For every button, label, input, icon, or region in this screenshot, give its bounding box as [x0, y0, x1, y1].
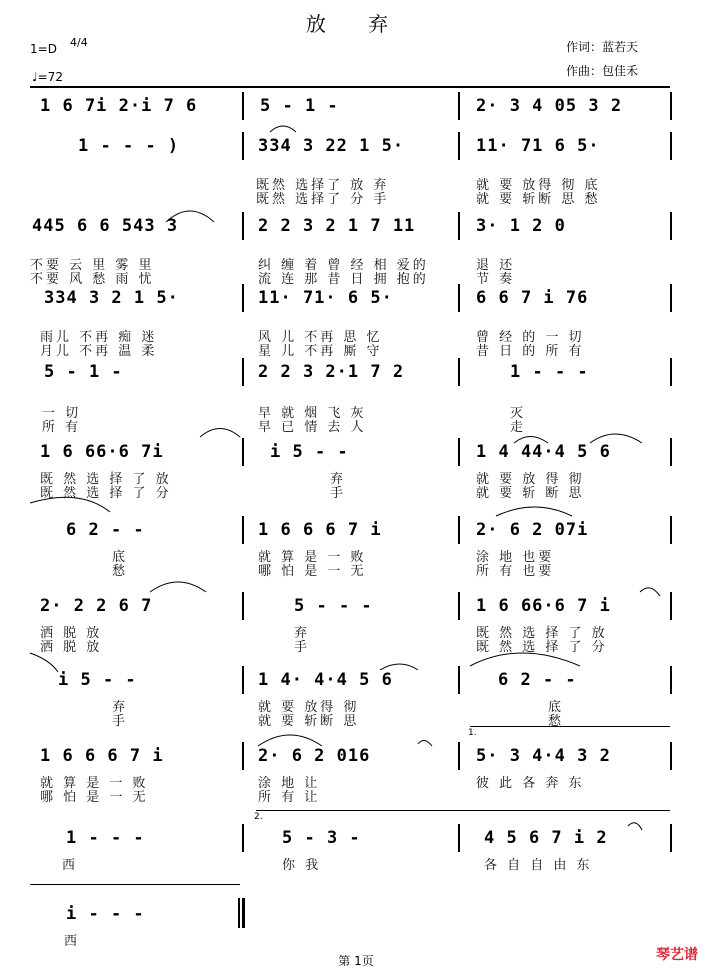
lyric-line-2: 既 然 选 择 了 分 [40, 486, 172, 501]
lyric-line-2: 就 要 斩 断 思 [476, 486, 585, 501]
measure-notes: 1 6 66·6 7i [40, 442, 164, 462]
bar-line [670, 284, 672, 312]
measure-notes: 5 - 1 - [260, 96, 339, 116]
lyric-line-1: 底 [548, 700, 565, 715]
lyric-line-2: 流 连 那 昔 日 拥 抱的 [258, 272, 429, 287]
lyric-line-1: 弃 [112, 700, 129, 715]
measure-notes: 334 3 22 1 5· [258, 136, 405, 156]
final-bar-line [242, 898, 245, 928]
lyric-line-2: 洒 脱 放 [40, 640, 103, 655]
slur [628, 823, 642, 830]
lyric-line-1: 曾 经 的 一 切 [476, 330, 585, 345]
lyric-line-2: 所 有 也要 [476, 564, 555, 579]
bar-line [458, 212, 460, 240]
measure-notes: 2· 6 2 07i [476, 520, 589, 540]
lyric-line-2: 愁 [548, 714, 565, 729]
measure-notes: 1 6 6 6 7 i [40, 746, 164, 766]
lyric-line-1: 各 自 自 由 东 [484, 858, 593, 873]
lyric-line-2: 走 [510, 420, 527, 435]
bar-line [458, 132, 460, 160]
lyric-line-2: 哪 怕 是 一 无 [258, 564, 367, 579]
bar-line [670, 592, 672, 620]
lyric-line-1: 灭 [510, 406, 527, 421]
lyric-line-1: 雨儿 不再 痴 迷 [40, 330, 158, 345]
tempo-marking: ♩=72 [32, 70, 63, 84]
bar-line [242, 516, 244, 544]
measure-notes: 5· 3 4·4 3 2 [476, 746, 611, 766]
lyric-line-2: 不要 风 愁 雨 忧 [30, 272, 155, 287]
lyric-line-1: 你 我 [282, 858, 322, 873]
lyric-line-1: 西 [64, 934, 81, 949]
lyric-line-1: 纠 缠 着 曾 经 相 爱的 [258, 258, 429, 273]
bar-line [458, 592, 460, 620]
volta-bracket-2 [256, 810, 670, 811]
measure-notes: i 5 - - [58, 670, 137, 690]
bar-line [242, 438, 244, 466]
lyric-line-2: 所 有 [42, 420, 82, 435]
measure-notes: 6 6 7 i 76 [476, 288, 589, 308]
bar-line [458, 284, 460, 312]
lyric-line-1: 底 [112, 550, 129, 565]
measure-notes: 1 - - - [66, 828, 145, 848]
measure-notes: 11· 71· 6 5· [258, 288, 393, 308]
slur [30, 653, 58, 672]
key-signature: 1=D [30, 42, 57, 56]
lyric-line-1: 就 要 放得 彻 [258, 700, 360, 715]
brand-logo: 琴艺谱 [656, 947, 698, 963]
lyric-line-1: 既 然 选 择 了 放 [476, 626, 608, 641]
bar-line [670, 92, 672, 120]
bar-line [670, 438, 672, 466]
lyric-line-1: 弃 [294, 626, 311, 641]
bar-line [458, 666, 460, 694]
measure-notes: 2· 3 4 05 3 2 [476, 96, 623, 116]
measure-notes: 1 6 66·6 7 i [476, 596, 611, 616]
bar-line [458, 92, 460, 120]
bar-line [670, 358, 672, 386]
measure-notes: 1 6 6 6 7 i [258, 520, 382, 540]
measure-notes: 3· 1 2 0 [476, 216, 566, 236]
lyric-line-2: 愁 [112, 564, 129, 579]
lyric-line-1: 一 切 [42, 406, 82, 421]
bar-line [458, 742, 460, 770]
bar-line [242, 592, 244, 620]
measure-notes: 11· 71 6 5· [476, 136, 600, 156]
volta-2-label: 2. [254, 812, 263, 822]
measure-notes: 1 4· 4·4 5 6 [258, 670, 393, 690]
bar-line [242, 284, 244, 312]
slur [150, 582, 206, 592]
lyric-line-2: 所 有 让 [258, 790, 321, 805]
bar-line [242, 742, 244, 770]
measure-notes: 2· 2 2 6 7 [40, 596, 153, 616]
measure-notes: 1 - - - [510, 362, 589, 382]
lyric-line-1: 弃 [330, 472, 347, 487]
lyric-line-2: 手 [112, 714, 129, 729]
bar-line [670, 212, 672, 240]
slur [640, 588, 660, 596]
bar-line [458, 824, 460, 852]
lyric-line-2: 早 已 情 去 人 [258, 420, 367, 435]
bar-line [670, 742, 672, 770]
measure-notes: 5 - - - [294, 596, 373, 616]
lyric-line-1: 退 还 [476, 258, 516, 273]
lyric-line-1: 西 [62, 858, 79, 873]
bar-line [670, 132, 672, 160]
staff-rule [30, 86, 670, 88]
measure-notes: 2 2 3 2·1 7 2 [258, 362, 405, 382]
lyric-line-2: 就 要 斩断 思 [258, 714, 360, 729]
bar-line [458, 438, 460, 466]
lyric-line-1: 就 算 是 一 败 [40, 776, 149, 791]
slur [496, 507, 572, 516]
measure-notes: 1 6 7i 2·i 7 6 [40, 96, 198, 116]
measure-notes: 1 4 44·4 5 6 [476, 442, 611, 462]
measure-notes: 5 - 1 - [44, 362, 123, 382]
lyric-line-1: 风 儿 不再 思 忆 [258, 330, 383, 345]
lyric-line-1: 涂 地 让 [258, 776, 321, 791]
lyricist: 作词：蓝若天 [566, 40, 639, 54]
volta-bracket-1 [470, 726, 670, 727]
slur [270, 126, 296, 132]
bar-line [670, 516, 672, 544]
measure-notes: i - - - [66, 904, 145, 924]
bar-line [670, 666, 672, 694]
measure-notes: 2 2 3 2 1 7 11 [258, 216, 416, 236]
measure-notes: 6 2 - - [498, 670, 577, 690]
time-signature: 4/4 [70, 36, 88, 49]
lyric-line-2: 既然 选择了 分 手 [256, 192, 390, 207]
bar-line [242, 824, 244, 852]
final-bar-line [238, 898, 240, 928]
page-title: 放 弃 [305, 12, 407, 36]
lyric-line-1: 就 要 放得 彻 底 [476, 178, 601, 193]
lyric-line-2: 手 [330, 486, 347, 501]
bar-line [458, 358, 460, 386]
lyric-line-2: 昔 日 的 所 有 [476, 344, 585, 359]
measure-notes: 6 2 - - [66, 520, 145, 540]
lyric-line-1: 既然 选择了 放 弃 [256, 178, 390, 193]
bar-line [242, 666, 244, 694]
measure-notes: i 5 - - [270, 442, 349, 462]
measure-notes: 5 - 3 - [282, 828, 361, 848]
lyric-line-1: 早 就 烟 飞 灰 [258, 406, 367, 421]
lyric-line-2: 月儿 不再 温 柔 [40, 344, 158, 359]
measure-notes: 334 3 2 1 5· [44, 288, 179, 308]
staff-rule [30, 884, 240, 885]
bar-line [242, 92, 244, 120]
volta-1-label: 1. [468, 728, 477, 738]
lyric-line-1: 彼 此 各 奔 东 [476, 776, 585, 791]
lyric-line-1: 涂 地 也要 [476, 550, 555, 565]
bar-line [670, 824, 672, 852]
slur [258, 735, 322, 746]
lyric-line-1: 既 然 选 择 了 放 [40, 472, 172, 487]
page-number: 第 1页 [338, 954, 374, 968]
lyric-line-2: 手 [294, 640, 311, 655]
lyric-line-1: 就 算 是 一 败 [258, 550, 367, 565]
composer: 作曲：包佳禾 [566, 64, 639, 78]
bar-line [458, 516, 460, 544]
lyric-line-1: 就 要 放 得 彻 [476, 472, 585, 487]
bar-line [242, 132, 244, 160]
lyric-line-1: 洒 脱 放 [40, 626, 103, 641]
slur [200, 429, 240, 438]
measure-notes: 1 - - - ) [78, 136, 180, 156]
slur [418, 740, 432, 746]
lyric-line-2: 既 然 选 择 了 分 [476, 640, 608, 655]
bar-line [242, 358, 244, 386]
measure-notes: 2· 6 2 016 [258, 746, 371, 766]
measure-notes: 445 6 6 543 3 [32, 216, 179, 236]
lyric-line-2: 就 要 斩断 思 愁 [476, 192, 601, 207]
lyric-line-1: 不要 云 里 雾 里 [30, 258, 155, 273]
lyric-line-2: 哪 怕 是 一 无 [40, 790, 149, 805]
measure-notes: 4 5 6 7 i 2 [484, 828, 608, 848]
bar-line [242, 212, 244, 240]
lyric-line-2: 节 奏 [476, 272, 516, 287]
lyric-line-2: 星 儿 不再 厮 守 [258, 344, 383, 359]
